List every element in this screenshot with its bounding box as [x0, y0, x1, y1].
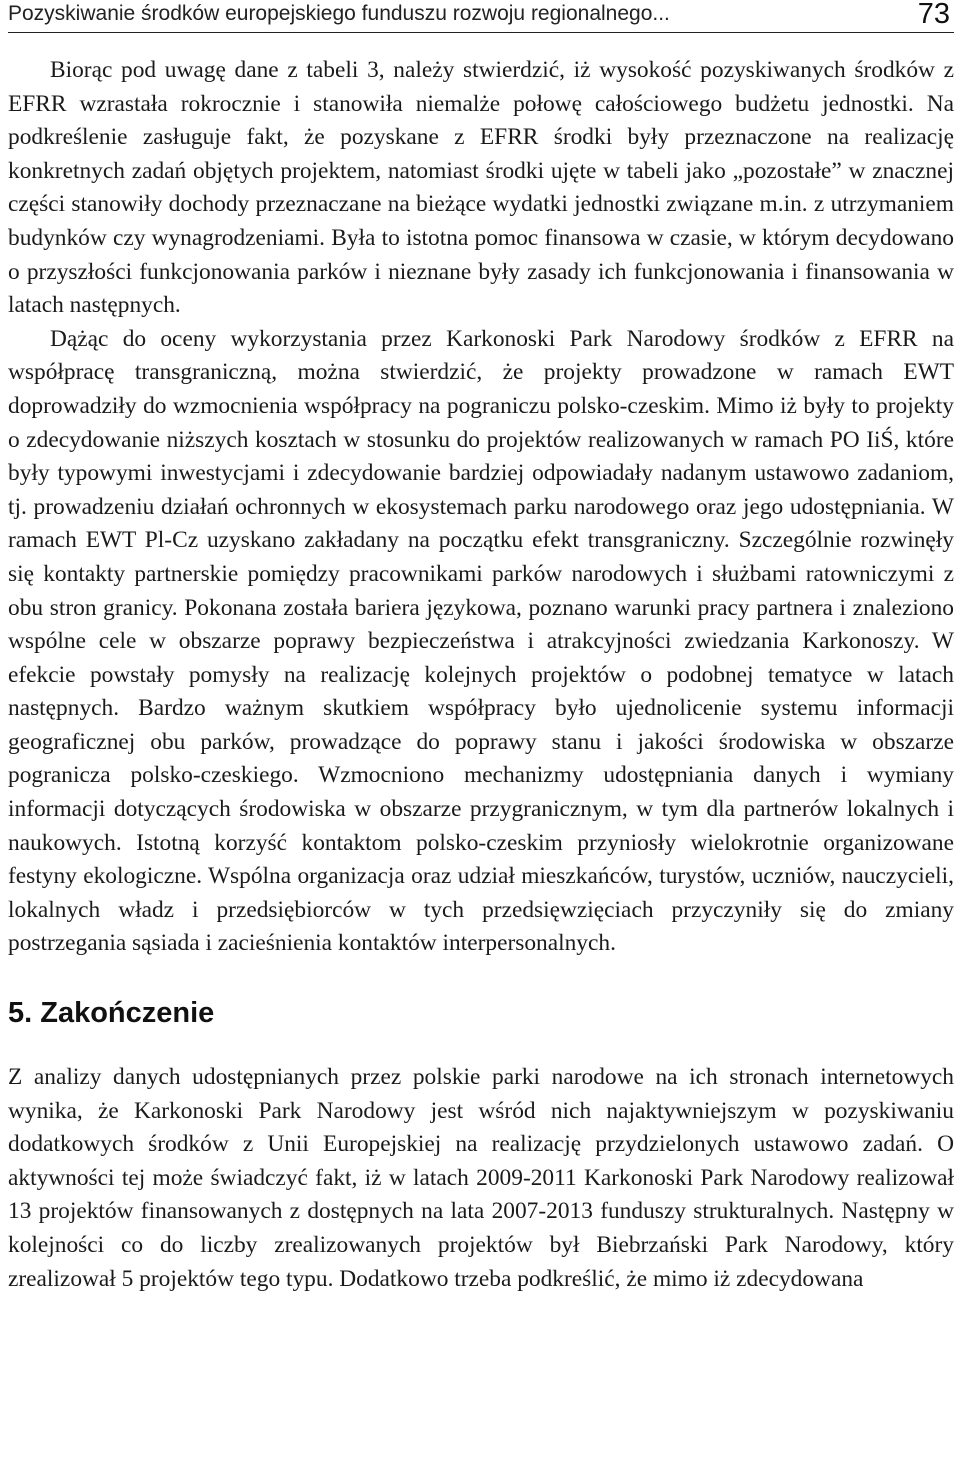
paragraph-cross-border-cooperation: Dążąc do oceny wykorzystania przez Karkonoski Park Narodowy środków z EFRR na współpracę transgraniczną, można stwierdzić, że projekty prowadzone w ramach EWT doprowadziły do wzmocnienia współpracy na pograniczu polsko-czeskim. Mimo iż były to projekty o zdecydowanie niższych kosztach w stosunku do projektów realizowanych w ramach PO IiŚ, które były typowymi inwestycjami i zdecydowanie bardziej odpowiadały nadanym ustawowo zadaniom, tj. prowadzeniu działań ochronnych w ekosystemach parku narodowego oraz jego udostępniania. W ramach EWT Pl-Cz uzyskano zakładany na początku efekt transgraniczny. Szczególnie rozwinęły się kontakty partnerskie pomiędzy pracownikami parków narodowych i służbami ratowniczymi z obu stron granicy. Pokonana została bariera językowa, poznano warunki pracy partnera i znaleziono wspólne cele w obszarze poprawy bezpieczeństwa i atrakcyjności zwiedzania Karkonoszy. W efekcie powstały pomysły na realizację kolejnych projektów o podobnej tematyce w latach następnych. Bardzo ważnym skutkiem współpracy było ujednolicenie systemu informacji geograficznej obu parków, prowadzące do poprawy stanu i jakości środowiska w obszarze pogranicza polsko-czeskiego. Wzmocniono mechanizmy udostępniania danych i wymiany informacji dotyczących środowiska w obszarze przygranicznym, w tym dla partnerów lokalnych i naukowych. Istotną korzyść kontaktom polsko-czeskim przyniosły wielokrotnie organizowane festyny ekologiczne. Wspólna organizacja oraz udział mieszkańców, turystów, uczniów, nauczycieli, lokalnych władz i przedsiębiorców w tych przedsięwzięciach przyczyniły się do zmiany postrzegania sąsiada i zacieśnienia kontaktów interpersonalnych.	[8, 325, 954, 957]
paragraph-efrr-budget: Biorąc pod uwagę dane z tabeli 3, należy stwierdzić, iż wysokość pozyskiwanych środków z EFRR wzrastała rokrocznie i stanowiła niemalże połowę całościowego budżetu jednostki. Na podkreślenie zasługuje fakt, że pozyskane z EFRR środki były przeznaczone na realizację konkretnych zadań objętych projektem, natomiast środki ujęte w tabeli jako „pozostałe” w znacznej części stanowiły dochody przeznaczane na bieżące wydatki jednostki związane m.in. z utrzymaniem budynków czy wynagrodzeniami. Była to istotna pomoc finansowa w czasie, w którym decydowano o przyszłości funkcjonowania parków i nieznane były zasady ich funkcjonowania i finansowania w latach następnych.	[8, 57, 954, 319]
running-header	[8, 0, 954, 33]
page-number: 73	[917, 0, 950, 30]
section-heading: 5. Zakończenie	[8, 997, 215, 1030]
running-title: Pozyskiwanie środków europejskiego funduszu rozwoju regionalnego...	[8, 2, 670, 25]
body-text	[8, 54, 954, 1296]
paragraph-conclusion: Z analizy danych udostępnianych przez polskie parki narodowe na ich stronach internetowych wynika, że Karkonoski Park Narodowy jest wśród nich najaktywniejszym w pozyskiwaniu dodatkowych środków z Unii Europejskiej na realizację przydzielonych ustawowo zadań. O aktywności tej może świadczyć fakt, iż w latach 2009-2011 Karkonoski Park Narodowy realizował 13 projektów finansowanych z dostępnych na lata 2007-2013 funduszy strukturalnych. Następny w kolejności co do liczby zrealizowanych projektów był Biebrzański Park Narodowy, który zrealizował 5 projektów tego typu. Dodatkowo trzeba podkreślić, że mimo iż zdecydowana	[8, 1064, 954, 1292]
